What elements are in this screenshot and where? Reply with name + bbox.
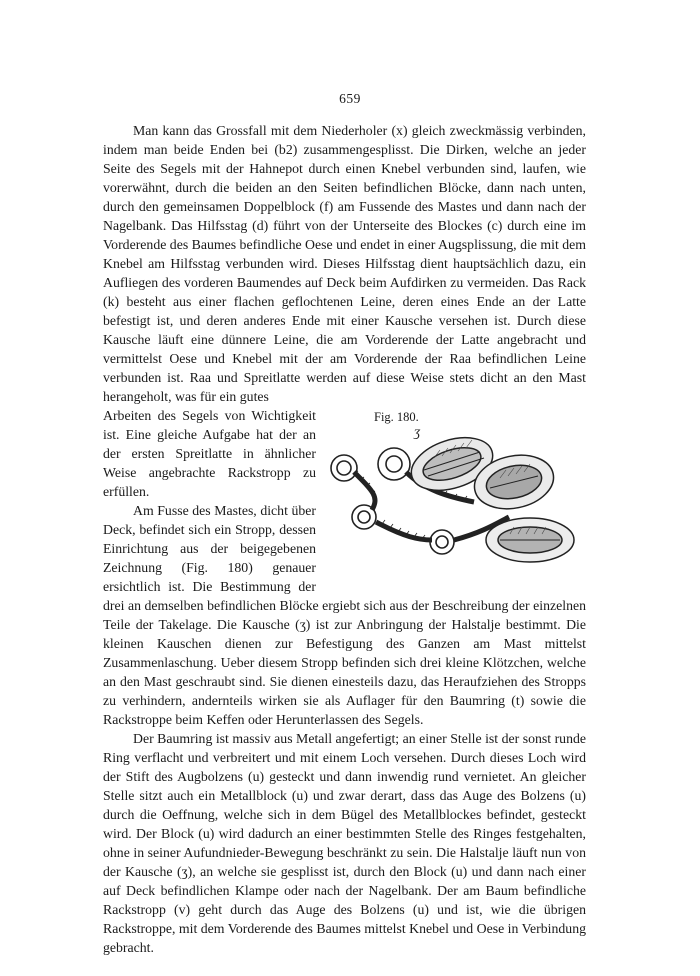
body-text: [103, 121, 586, 957]
paragraph-3: Der Baumring ist massiv aus Metall angefertigt; an einer Stelle ist der sonst runde Ring verflacht und verbreitert und mit einem Loch versehen. Durch dieses Loch wird der Stift des Augbolzens (u) gesteckt und dann inwendig rund vernietet. An gleicher Stelle sitzt auch ein Metallblock (u) und zwar derart, dass das Auge des Bolzens (u) durch die Oeffnung, welche sich in dem Bügel des Metallblockes befindet, gesteckt wird. Der Block (u) wird dadurch an einer bestimmten Stelle des Ringes festgehalten, ohne in seiner Aufundnieder-Bewegung beschränkt zu sein. Die Halstalje läuft nun von der Kausche (ʒ), an welche sie gesplisst ist, durch den Block (u) und dann nach einer auf Deck befindlichen Klampe oder nach der Nagelbank. Der am Baum befindliche Rackstropp (v) geht durch das Auge des Bolzens (u) und ist, wie die übrigen Rackstroppe, mit dem Vorderende des Baumes mittelst Knebel und Oese in Verbindung gebracht.: [103, 731, 586, 955]
paragraph-wrap-fragment: Arbeiten des Segels von Wichtigkeit ist. Eine gleiche Aufgabe hat der an der ersten Spreitlatte in ähnlicher Weise angebrachte Rackstropp zu erfüllen.: [103, 408, 316, 499]
page-number: 659: [339, 91, 361, 106]
paragraph-2: Am Fusse des Mastes, dicht über Deck, befindet sich ein Stropp, dessen Einrichtung aus der beigegebenen Zeichnung (Fig. 180) genauer ersichtlich ist. Die Bestimmung der drei an demselben befindlichen Blöcke ergiebt sich aus der Beschreibung der einzelnen Teile der Takelage. Die Kausche (ʒ) ist zur Anbringung der Halstalje bestimmt. Die kleinen Kauschen dienen zur Befestigung des Ganzen am Mast mittelst Zusammenlaschung. Ueber diesem Stropp befinden sich drei kleine Klötzchen, welche an den Mast geschraubt sind. Sie dienen einesteils dazu, das Heraufziehen des Stropps zu verhindern, andernteils wirken sie als Auflager für den Baumring (t) sowie die Rackstroppe beim Keffen oder Herunterlassen des Segels.: [103, 503, 586, 727]
rope-strop-with-blocks-illustration: [324, 422, 586, 580]
figure-label: ʒ: [414, 425, 421, 440]
figure-caption: Fig. 180.: [374, 410, 419, 424]
paragraph-1: Man kann das Grossfall mit dem Niederholer (x) gleich zweckmässig verbinden, indem man beide Enden bei (b2) zusammengesplisst. Die Dirken, welche an jeder Seite des Segels mit der Hahnepot durch einen Knebel verbunden sind, laufen, wie vorerwähnt, durch die beiden an den Seiten befindlichen Blöcke, dann nach unten, durch den gemeinsamen Doppelblock (f) am Fussende des Mastes und dann nach der Nagelbank. Das Hilfsstag (d) führt von der Unterseite des Blockes (c) durch eine im Vorderende des Baumes befindliche Oese und endet in einer Augsplissung, die mit dem Knebel am Hilfsstag verbunden wird. Dieses Hilfsstag dient hauptsächlich dazu, ein Aufliegen des vorderen Baumendes auf Deck beim Aufdirken zu vermeiden. Das Rack (k) besteht aus einer flachen geflochtenen Leine, deren eines Ende an der Latte befestigt ist, und deren anderes Ende mit einer Kausche versehen ist. Durch diese Kausche läuft eine dünnere Leine, die am Vorderende der Latte angebracht und vermittelst Oese und Knebel mit der am Vorderende der Raa befindlichen Leine verbunden ist. Raa und Spreitlatte werden auf diese Weise stets dicht an den Mast herangeholt, was für ein gutes: [103, 123, 586, 404]
figure-180: [324, 408, 586, 584]
